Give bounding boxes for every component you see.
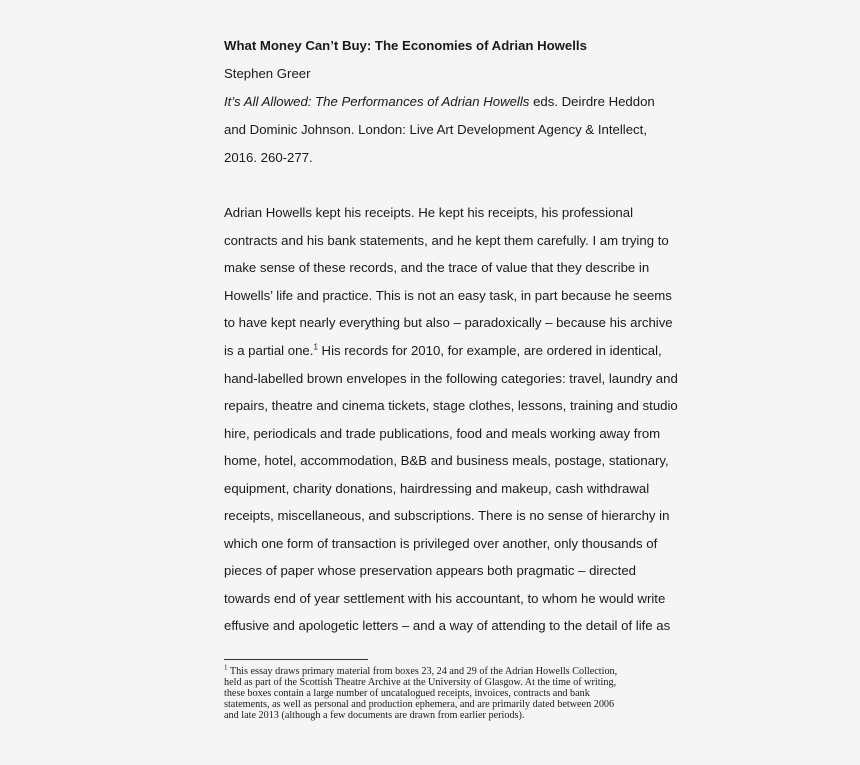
body-line: hand-labelled brown envelopes in the following categories: travel, laundry and [224, 371, 678, 386]
body-line: receipts, miscellaneous, and subscriptions. There is no sense of hierarchy in [224, 508, 670, 523]
book-title: It’s All Allowed: The Performances of Adrian Howells [224, 94, 530, 109]
body-line: contracts and his bank statements, and he kept them carefully. I am trying to [224, 233, 669, 248]
body-line-end: His records for 2010, for example, are ordered in identical, [317, 343, 662, 358]
footnote-line [224, 663, 618, 677]
body-line: home, hotel, accommodation, B&B and business meals, postage, stationary, [224, 453, 669, 468]
body-line: equipment, charity donations, hairdressing and makeup, cash withdrawal [224, 481, 650, 496]
footnote-line: and late 2013 (although a few documents are drawn from earlier periods). [224, 710, 525, 721]
body-line: towards end of year settlement with his accountant, to whom he would write [224, 591, 666, 606]
author-name: Stephen Greer [224, 66, 311, 81]
citation-line-2: and Dominic Johnson. London: Live Art Development Agency & Intellect, [224, 122, 647, 137]
citation-line-1 [224, 94, 655, 110]
body-line: repairs, theatre and cinema tickets, stage clothes, lessons, training and studio [224, 398, 678, 413]
footnote-marker: 1 [224, 663, 228, 672]
body-line: hire, periodicals and trade publications, food and meals working away from [224, 426, 661, 441]
body-line: Adrian Howells kept his receipts. He kept his receipts, his professional [224, 205, 633, 220]
body-line: Howells’ life and practice. This is not an easy task, in part because he seems [224, 288, 672, 303]
footnote-line: statements, as well as personal and production ephemera, and are primarily dated between 2006 [224, 699, 615, 710]
body-line: which one form of transaction is privileged over another, only thousands of [224, 536, 658, 551]
footnote-text: This essay draws primary material from boxes 23, 24 and 29 of the Adrian Howells Collection, [227, 666, 618, 677]
citation-line-3: 2016. 260-277. [224, 150, 313, 165]
footnote-separator [224, 659, 368, 660]
body-line: effusive and apologetic letters – and a way of attending to the detail of life as [224, 618, 671, 633]
body-line: pieces of paper whose preservation appears both pragmatic – directed [224, 563, 636, 578]
body-line-start: is a partial one. [224, 343, 314, 358]
body-line: to have kept nearly everything but also – paradoxically – because his archive [224, 315, 673, 330]
body-line [224, 343, 662, 359]
article-title: What Money Can’t Buy: The Economies of Adrian Howells [224, 38, 587, 53]
footnote-line: held as part of the Scottish Theatre Archive at the University of Glasgow. At the time of writing, [224, 677, 617, 688]
citation-editors: eds. Deirdre Heddon [529, 94, 655, 109]
footnote-reference[interactable]: 1 [313, 342, 318, 352]
footnote-line: these boxes contain a large number of uncatalogued receipts, invoices, contracts and bank [224, 688, 590, 699]
body-line: make sense of these records, and the trace of value that they describe in [224, 260, 650, 275]
